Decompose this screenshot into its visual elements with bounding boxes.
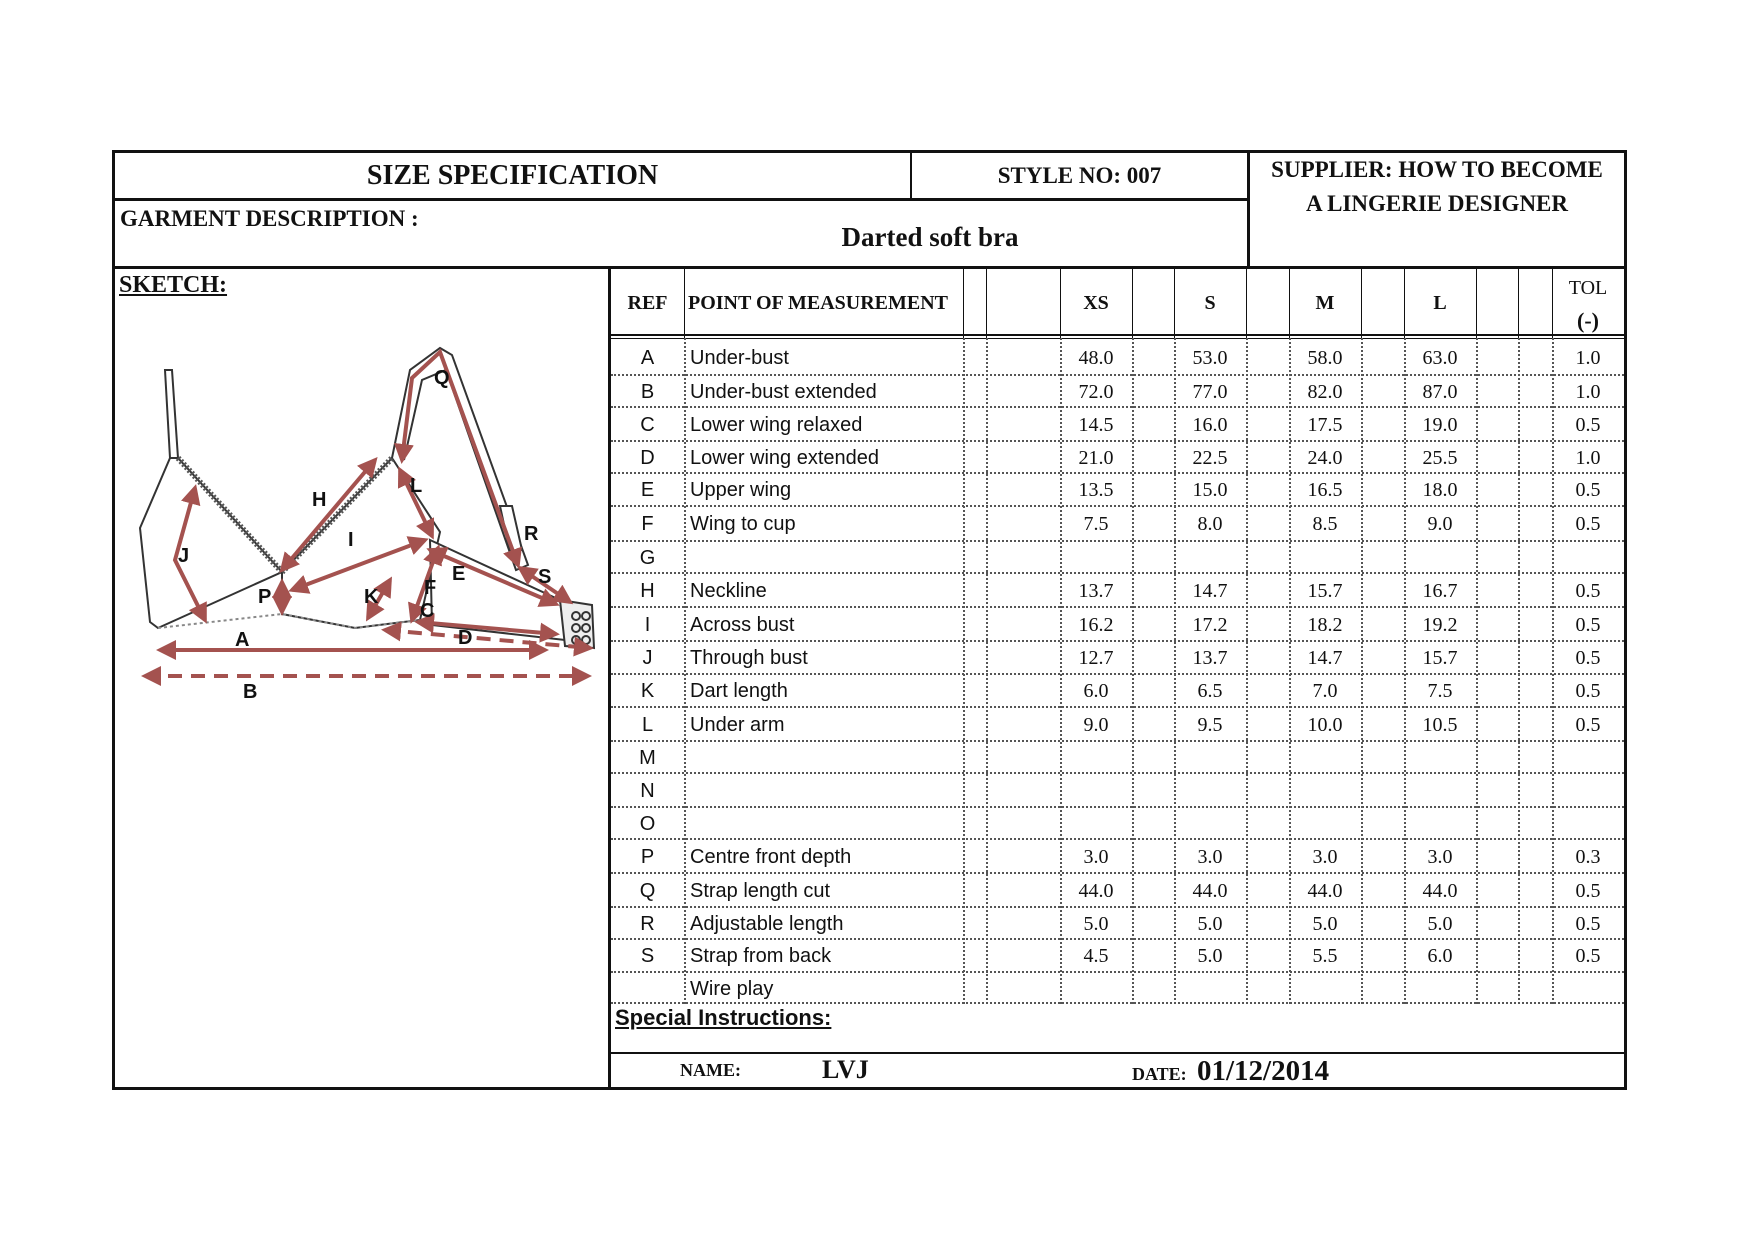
column-divider (986, 338, 988, 1004)
cell-l: 9.0 (1427, 513, 1453, 535)
cell-pom (684, 808, 963, 840)
cell-pom: Across bust (690, 613, 795, 636)
cell-xs: 44.0 (1078, 879, 1114, 902)
cell-tol: 1.0 (1575, 346, 1601, 369)
cell-pom: Strap from back (690, 945, 832, 967)
name-label: NAME: (680, 1060, 741, 1080)
cell-ref: L (641, 713, 654, 736)
cell-m: 44.0 (1307, 879, 1343, 902)
cell-ref: Q (639, 879, 656, 902)
cell-l: 3.0 (1427, 845, 1453, 868)
col-header-xs: XS (1083, 291, 1109, 314)
cell-s (1174, 542, 1246, 574)
cell-xs: 13.5 (1078, 479, 1114, 501)
cell-tol (1552, 774, 1624, 808)
cell-ref: J (642, 647, 653, 669)
cell-xs: 72.0 (1078, 380, 1114, 403)
cell-ref: P (640, 845, 655, 868)
date-label: DATE: (1132, 1064, 1187, 1084)
label-p: P (258, 586, 272, 608)
cell-tol (1552, 542, 1624, 574)
cell-tol: 1.0 (1575, 380, 1601, 403)
footer-rule (611, 1052, 1624, 1054)
cell-ref: A (640, 346, 655, 369)
col-header-ref: REF (627, 291, 668, 314)
special-instructions-label: Special Instructions: (615, 1005, 832, 1030)
cell-l: 18.0 (1422, 479, 1458, 501)
cell-xs: 5.0 (1083, 912, 1109, 935)
cell-pom: Dart length (690, 680, 788, 702)
column-divider (1518, 268, 1519, 338)
cell-pom: Under arm (690, 713, 785, 736)
cell-pom: Centre front depth (690, 845, 852, 868)
name-value: LVJ (822, 1055, 869, 1084)
label-d: D (458, 627, 473, 649)
cell-s: 5.0 (1197, 912, 1223, 935)
cell-pom: Wing to cup (690, 513, 796, 535)
cell-ref (611, 973, 684, 1006)
cell-ref: D (640, 446, 655, 469)
cell-m: 17.5 (1307, 413, 1343, 436)
cell-ref: O (639, 812, 656, 835)
cell-ref: H (640, 579, 655, 602)
cell-s: 9.5 (1197, 713, 1223, 736)
cell-m: 18.2 (1307, 613, 1343, 636)
label-c: C (420, 600, 435, 622)
label-k: K (364, 586, 379, 608)
column-divider (986, 268, 987, 338)
cell-l: 6.0 (1427, 945, 1453, 967)
cell-tol: 1.0 (1575, 446, 1601, 469)
cell-ref: E (640, 479, 655, 501)
cell-xs: 13.7 (1078, 579, 1114, 602)
col-header-tol: TOL (1568, 276, 1608, 299)
cell-tol: 0.5 (1575, 579, 1601, 602)
cell-tol: 0.5 (1575, 647, 1601, 669)
cell-tol: 0.5 (1575, 713, 1601, 736)
label-b: B (243, 681, 258, 703)
label-j: J (178, 545, 190, 567)
cell-tol: 0.5 (1575, 912, 1601, 935)
cell-pom: Upper wing (690, 479, 792, 501)
col-header-l: L (1433, 291, 1447, 314)
cell-pom: Under-bust (690, 346, 789, 369)
cell-m: 15.7 (1307, 579, 1343, 602)
cell-l: 16.7 (1422, 579, 1458, 602)
cell-m: 10.0 (1307, 713, 1343, 736)
cell-s: 14.7 (1192, 579, 1228, 602)
cell-s: 17.2 (1192, 613, 1228, 636)
supplier-line-1: SUPPLIER: HOW TO BECOME (1271, 157, 1603, 182)
label-s: S (538, 566, 552, 588)
cell-tol: 0.5 (1575, 680, 1601, 702)
cell-s (1174, 808, 1246, 840)
cell-s: 15.0 (1192, 479, 1228, 501)
cell-ref: B (640, 380, 655, 403)
cell-pom: Neckline (690, 579, 767, 602)
cell-s (1174, 973, 1246, 1006)
col-header-tol-sign: (-) (1577, 308, 1599, 333)
cell-xs: 12.7 (1078, 647, 1114, 669)
cell-s: 6.5 (1197, 680, 1223, 702)
label-l: L (410, 475, 423, 497)
cell-l: 19.2 (1422, 613, 1458, 636)
cell-l: 10.5 (1422, 713, 1458, 736)
cell-l: 19.0 (1422, 413, 1458, 436)
garment-description-value: Darted soft bra (841, 221, 1019, 252)
cell-s: 16.0 (1192, 413, 1228, 436)
column-divider (1132, 338, 1134, 1004)
cell-s: 53.0 (1192, 346, 1228, 369)
cell-m (1289, 973, 1361, 1006)
cell-tol: 0.5 (1575, 945, 1601, 967)
cell-pom: Wire play (690, 978, 774, 1000)
supplier-line-2: A LINGERIE DESIGNER (1305, 191, 1569, 216)
cell-tol (1552, 742, 1624, 774)
label-i: I (348, 529, 354, 551)
cell-s (1174, 742, 1246, 774)
cell-m: 82.0 (1307, 380, 1343, 403)
column-divider (1476, 268, 1477, 338)
cell-pom (684, 774, 963, 808)
cell-pom (684, 542, 963, 574)
cell-l (1404, 774, 1476, 808)
cell-ref: R (640, 912, 655, 935)
cell-m: 14.7 (1307, 647, 1343, 669)
cell-xs: 21.0 (1078, 446, 1114, 469)
cell-xs: 14.5 (1078, 413, 1114, 436)
header-rule (611, 338, 1624, 339)
column-divider (1476, 338, 1478, 1004)
sketch-label: SKETCH: (119, 272, 228, 298)
cell-ref: K (640, 680, 655, 702)
cell-m: 5.5 (1312, 945, 1338, 967)
cell-l (1404, 808, 1476, 840)
cell-m: 5.0 (1312, 912, 1338, 935)
cell-pom: Through bust (690, 647, 808, 669)
cell-l: 25.5 (1422, 446, 1458, 469)
cell-l (1404, 542, 1476, 574)
cell-xs (1060, 542, 1132, 574)
cell-xs: 4.5 (1083, 945, 1109, 967)
label-q: Q (434, 367, 450, 389)
garment-description-label: GARMENT DESCRIPTION : (120, 206, 419, 231)
cell-tol: 0.5 (1575, 479, 1601, 501)
col-header-pom: POINT OF MEASUREMENT (688, 291, 949, 314)
cell-pom: Strap length cut (690, 879, 831, 902)
col-header-s: S (1204, 291, 1216, 314)
cell-xs (1060, 973, 1132, 1006)
left-strap (165, 370, 178, 458)
cell-tol: 0.5 (1575, 513, 1601, 535)
cell-tol: 0.5 (1575, 879, 1601, 902)
cell-xs: 3.0 (1083, 845, 1109, 868)
cell-s: 77.0 (1192, 380, 1228, 403)
cell-s: 5.0 (1197, 945, 1223, 967)
cell-ref: S (640, 945, 655, 967)
cell-ref: M (639, 746, 656, 769)
cell-ref: C (640, 413, 655, 436)
cell-xs: 48.0 (1078, 346, 1114, 369)
cell-tol (1552, 973, 1624, 1006)
cell-xs: 7.5 (1083, 513, 1109, 535)
column-divider (1361, 338, 1363, 1004)
cell-l: 7.5 (1427, 680, 1453, 702)
label-a: A (235, 629, 250, 651)
col-header-m: M (1315, 291, 1335, 314)
column-divider (1246, 268, 1247, 338)
cell-m: 24.0 (1307, 446, 1343, 469)
column-divider (1246, 338, 1248, 1004)
column-divider (1361, 268, 1362, 338)
cell-pom: Lower wing extended (690, 446, 880, 469)
cell-s (1174, 774, 1246, 808)
cell-s: 8.0 (1197, 513, 1223, 535)
cell-ref: G (639, 546, 656, 569)
cell-s: 13.7 (1192, 647, 1228, 669)
cell-m (1289, 774, 1361, 808)
cell-m: 58.0 (1307, 346, 1343, 369)
label-h: H (312, 489, 327, 511)
cell-m (1289, 742, 1361, 774)
column-divider (1132, 268, 1133, 338)
cell-pom: Lower wing relaxed (690, 413, 863, 436)
label-r: R (524, 523, 539, 545)
cell-xs: 6.0 (1083, 680, 1109, 702)
cell-l: 87.0 (1422, 380, 1458, 403)
column-divider (1518, 338, 1520, 1004)
cell-m (1289, 808, 1361, 840)
cell-l (1404, 973, 1476, 1006)
cell-xs (1060, 774, 1132, 808)
cell-l: 5.0 (1427, 912, 1453, 935)
cell-pom: Adjustable length (690, 912, 844, 935)
label-f: F (424, 577, 437, 599)
cell-tol: 0.5 (1575, 413, 1601, 436)
page-title: SIZE SPECIFICATION (366, 159, 659, 191)
date-value: 01/12/2014 (1197, 1055, 1330, 1087)
cell-ref: N (640, 779, 655, 802)
cell-m: 16.5 (1307, 479, 1343, 501)
cell-m: 7.0 (1312, 680, 1338, 702)
cell-ref: F (641, 513, 654, 535)
cell-pom (684, 742, 963, 774)
cell-s: 44.0 (1192, 879, 1228, 902)
cell-m: 3.0 (1312, 845, 1338, 868)
cell-ref: I (644, 613, 651, 636)
cell-s: 3.0 (1197, 845, 1223, 868)
cell-tol (1552, 808, 1624, 840)
cell-xs: 16.2 (1078, 613, 1114, 636)
cell-pom: Under-bust extended (690, 380, 877, 403)
cell-l: 15.7 (1422, 647, 1458, 669)
cell-s: 22.5 (1192, 446, 1228, 469)
cell-l: 44.0 (1422, 879, 1458, 902)
label-e: E (452, 563, 466, 585)
cell-tol: 0.3 (1575, 845, 1601, 868)
cell-xs (1060, 808, 1132, 840)
cell-l (1404, 742, 1476, 774)
cell-xs: 9.0 (1083, 713, 1109, 736)
cell-xs (1060, 742, 1132, 774)
column-divider (963, 338, 965, 1004)
bra-sketch (115, 300, 605, 720)
cell-l: 63.0 (1422, 346, 1458, 369)
cell-m (1289, 542, 1361, 574)
cell-m: 8.5 (1312, 513, 1338, 535)
cell-tol: 0.5 (1575, 613, 1601, 636)
style-number: STYLE NO: 007 (997, 162, 1162, 188)
